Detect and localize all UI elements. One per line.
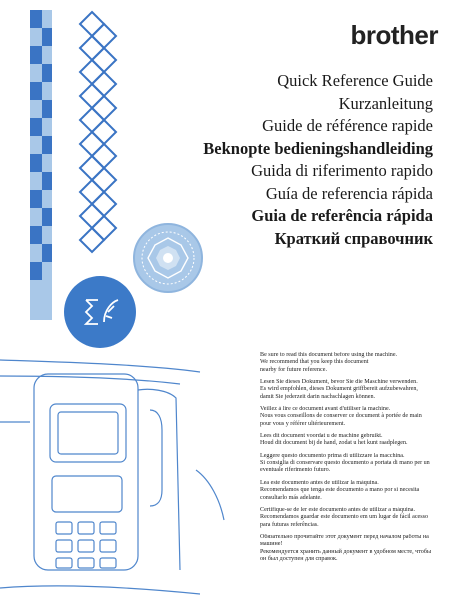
- notice-line: Lesen Sie dieses Dokument, bevor Sie die Maschine verwenden.: [260, 379, 418, 386]
- sewing-machine-illustration: [0, 350, 260, 611]
- title-pt: Guia de referência rápida: [251, 206, 433, 225]
- notice-line: машине!: [260, 541, 283, 548]
- notice-en: [260, 352, 438, 374]
- notice-it: [260, 453, 438, 475]
- title-nl: Beknopte bedieningshandleiding: [203, 138, 433, 158]
- brother-logo: brother: [350, 20, 438, 50]
- title-ru: Краткий справочник: [274, 228, 433, 248]
- title-fr: Guide de référence rapide: [262, 116, 433, 135]
- notice-line: Leggere questo documento prima di utilizzare la macchina.: [260, 452, 405, 459]
- notice-pt: [260, 507, 438, 529]
- notice-line: We recommend that you keep this document: [260, 359, 369, 366]
- usage-notices: [260, 352, 438, 568]
- notice-nl: [260, 433, 438, 448]
- notice-line: damit Sie jederzeit darin nachschlagen können.: [260, 393, 376, 400]
- notice-line: Veillez à lire ce document avant d'utiliser la machine.: [260, 406, 391, 413]
- notice-line: Рекомендуется хранить данный документ в удобном месте, чтобы: [260, 548, 432, 555]
- notice-de: [260, 379, 438, 401]
- title-list: [133, 70, 433, 250]
- notice-line: Be sure to read this document before using the machine.: [260, 352, 398, 358]
- notice-line: Lees dit document voordat u de machine gebruikt.: [260, 433, 383, 440]
- notice-line: Обязательно прочитайте этот документ перед началом работы на: [260, 533, 429, 540]
- notice-line: consultarlo más adelante.: [260, 494, 322, 501]
- notice-es: [260, 480, 438, 502]
- title-it: Guida di riferimento rapido: [251, 161, 433, 180]
- notice-line: para futuras referências.: [260, 521, 319, 528]
- notice-ru: [260, 534, 438, 563]
- stitch-badge: [64, 276, 136, 348]
- notice-line: Es wird empfohlen, dieses Dokument griffbereit aufzubewahren,: [260, 386, 418, 393]
- diamond-lattice: [80, 12, 116, 252]
- notice-line: Recomendamos que tenga este documento a mano por si necesita: [260, 487, 420, 494]
- notice-line: Nous vous conseillons de conserver ce document à portée de main: [260, 413, 422, 420]
- title-de: Kurzanleitung: [338, 93, 433, 113]
- title-es: Guía de referencia rápida: [265, 183, 433, 203]
- notice-fr: [260, 406, 438, 428]
- notice-line: eventuale riferimento futuro.: [260, 467, 331, 474]
- title-en: Quick Reference Guide: [277, 71, 433, 90]
- notice-line: pour vous y référer ultérieurement.: [260, 420, 346, 427]
- notice-line: Lea este documento antes de utilizar la máquina.: [260, 479, 379, 486]
- notice-line: nearby for future reference.: [260, 366, 327, 373]
- notice-line: Houd dit document bij de hand, zodat u het kunt raadplegen.: [260, 440, 408, 447]
- notice-line: Recomendamos guardar este documento em um lugar de fácil acesso: [260, 514, 429, 521]
- notice-line: Si consiglia di conservare questo documento a portata di mano per un: [260, 460, 430, 467]
- notice-line: он был доступен для справок.: [260, 555, 338, 562]
- decorative-pattern: [0, 0, 140, 365]
- notice-line: Certifique-se de ler este documento antes de utilizar a máquina.: [260, 506, 415, 513]
